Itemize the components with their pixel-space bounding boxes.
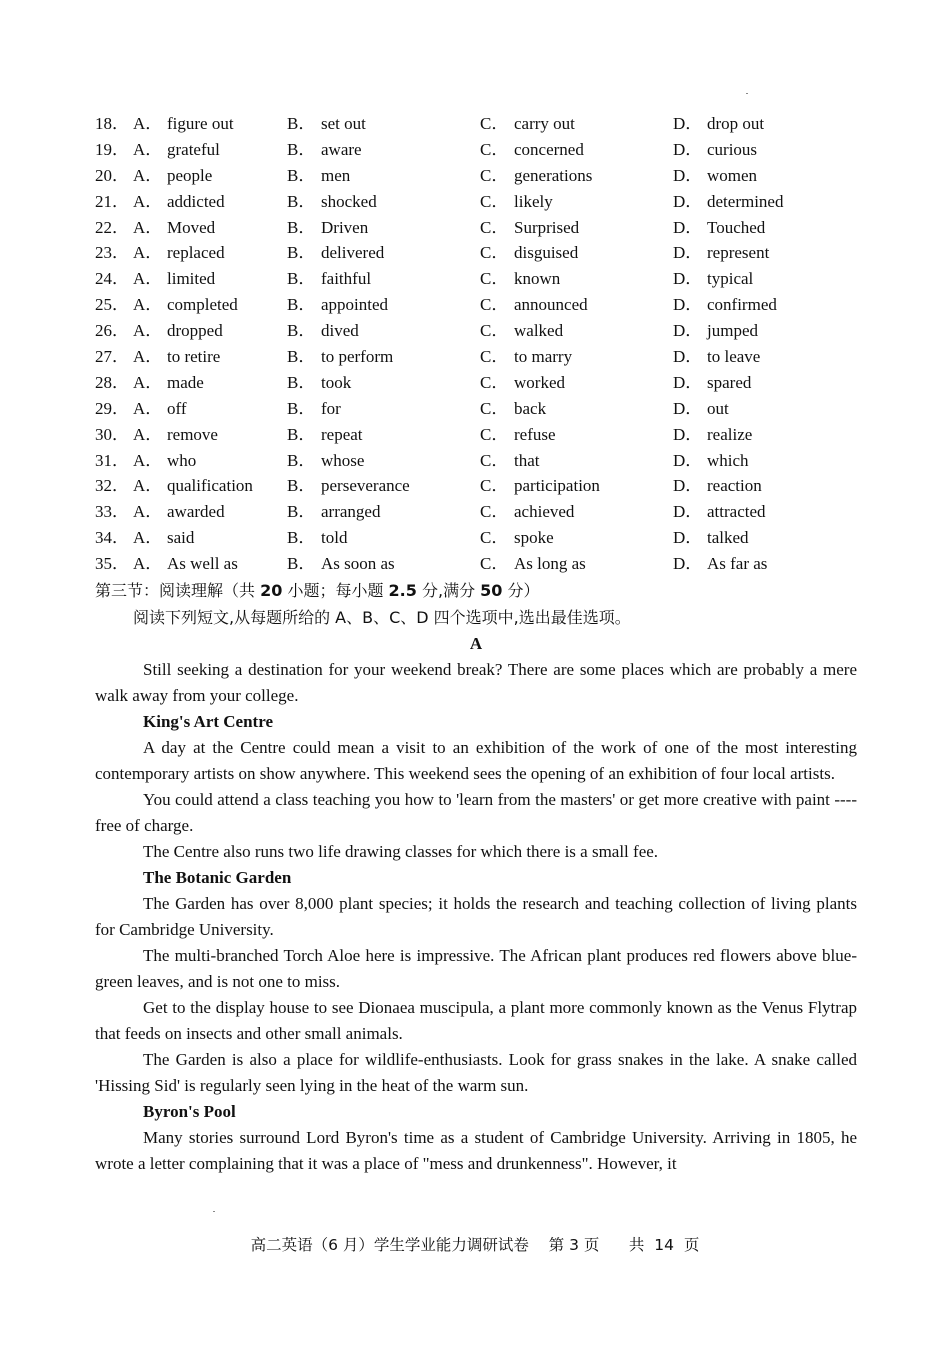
question-row: [95, 370, 857, 396]
option-letter: A．: [133, 243, 163, 263]
option-d: [673, 396, 857, 422]
option-letter: D．: [673, 398, 703, 418]
paragraph: The Centre also runs two life drawing classes for which there is a small fee.: [143, 842, 659, 862]
option-letter: C．: [480, 424, 509, 444]
option-text: typical: [707, 269, 754, 289]
question-number: 19．: [95, 139, 129, 159]
option-text: generations: [514, 165, 593, 185]
option-a: [133, 448, 287, 474]
option-d: [673, 163, 857, 189]
option-letter: A．: [133, 372, 163, 392]
option-a: [133, 525, 287, 551]
paragraph: The Garden is also a place for wildlife-enthusiasts. Look for grass snakes in the lake. A snake called 'Hissing Sid' is regularly seen lying in the heat of the warm sun.: [95, 1050, 857, 1096]
option-letter: A．: [133, 554, 163, 574]
option-letter: D．: [673, 191, 703, 211]
option-text: drop out: [707, 114, 765, 133]
option-text: men: [321, 165, 351, 185]
option-letter: B．: [287, 398, 316, 418]
option-text: out: [707, 398, 729, 418]
option-letter: A．: [133, 347, 163, 367]
question-number: 21．: [95, 191, 129, 211]
option-text: announced: [514, 295, 588, 315]
paragraph: Get to the display house to see Dionaea muscipula, a plant more commonly known as the Venus Flytrap that feeds on insects and other small animals.: [95, 998, 857, 1044]
option-c: [480, 422, 673, 448]
question-row: [95, 473, 857, 499]
option-letter: C．: [480, 217, 509, 237]
option-b: [287, 318, 480, 344]
question-number: 29．: [95, 398, 129, 418]
option-text: jumped: [707, 321, 758, 341]
option-text: As far as: [707, 554, 768, 574]
question-number: 26．: [95, 321, 129, 341]
option-letter: C．: [480, 295, 509, 315]
option-text: who: [167, 450, 197, 470]
option-text: off: [167, 398, 187, 418]
heading-kings-art-centre: King's Art Centre: [143, 712, 274, 732]
option-text: to marry: [514, 347, 573, 367]
option-text: As long as: [514, 554, 586, 574]
question-row: [95, 448, 857, 474]
option-letter: D．: [673, 372, 703, 392]
option-c: [480, 499, 673, 525]
option-letter: B．: [287, 243, 316, 263]
option-letter: C．: [480, 269, 509, 289]
option-text: women: [707, 165, 758, 185]
option-text: repeat: [321, 424, 363, 444]
option-letter: B．: [287, 528, 316, 548]
option-letter: C．: [480, 321, 509, 341]
question-number: 35．: [95, 554, 129, 574]
option-a: [133, 499, 287, 525]
heading-botanic-garden: The Botanic Garden: [143, 868, 292, 888]
option-c: [480, 163, 673, 189]
exam-page: [95, 111, 857, 1177]
question-row: [95, 111, 857, 137]
option-text: talked: [707, 528, 749, 548]
option-a: [133, 473, 287, 499]
option-d: [673, 240, 857, 266]
question-number: 32．: [95, 476, 129, 496]
option-letter: A．: [133, 502, 163, 522]
option-text: for: [321, 398, 341, 418]
option-b: [287, 551, 480, 577]
option-text: faithful: [321, 269, 372, 289]
paragraph: The Garden has over 8,000 plant species; it holds the research and teaching collection of living plants for Cambridge University.: [95, 894, 857, 940]
option-d: [673, 292, 857, 318]
option-b: [287, 137, 480, 163]
option-c: [480, 266, 673, 292]
option-text: took: [321, 372, 352, 392]
option-text: whose: [321, 450, 365, 470]
option-c: [480, 448, 673, 474]
option-text: to perform: [321, 347, 394, 367]
question-number: 30．: [95, 424, 129, 444]
option-c: [480, 473, 673, 499]
option-letter: A．: [133, 476, 163, 496]
option-b: [287, 396, 480, 422]
option-text: likely: [514, 191, 553, 211]
option-a: [133, 266, 287, 292]
option-c: [480, 189, 673, 215]
section-instruction: 阅读下列短文,从每题所给的 A、B、C、D 四个选项中,选出最佳选项。: [133, 608, 631, 628]
option-text: addicted: [167, 191, 225, 211]
option-letter: B．: [287, 424, 316, 444]
question-number: 18．: [95, 114, 129, 133]
option-d: [673, 111, 857, 137]
option-letter: B．: [287, 372, 316, 392]
option-letter: B．: [287, 114, 316, 133]
question-number: 24．: [95, 269, 129, 289]
option-d: [673, 499, 857, 525]
question-row: [95, 163, 857, 189]
option-text: carry out: [514, 114, 575, 133]
option-c: [480, 240, 673, 266]
option-d: [673, 189, 857, 215]
option-letter: C．: [480, 139, 509, 159]
question-row: [95, 240, 857, 266]
option-letter: A．: [133, 217, 163, 237]
option-letter: A．: [133, 424, 163, 444]
option-c: [480, 551, 673, 577]
question-row: [95, 422, 857, 448]
option-letter: D．: [673, 295, 703, 315]
option-text: told: [321, 528, 348, 548]
option-a: [133, 422, 287, 448]
option-c: [480, 396, 673, 422]
option-letter: A．: [133, 398, 163, 418]
option-a: [133, 344, 287, 370]
option-letter: C．: [480, 554, 509, 574]
option-text: worked: [514, 372, 565, 392]
option-letter: D．: [673, 165, 703, 185]
option-letter: D．: [673, 321, 703, 341]
option-d: [673, 370, 857, 396]
option-text: people: [167, 165, 213, 185]
option-a: [133, 370, 287, 396]
option-text: qualification: [167, 476, 253, 496]
question-number: 23．: [95, 243, 129, 263]
question-row: [95, 525, 857, 551]
option-c: [480, 318, 673, 344]
option-text: awarded: [167, 502, 225, 522]
scan-speck: [213, 1211, 215, 1212]
option-b: [287, 240, 480, 266]
option-c: [480, 215, 673, 241]
option-letter: B．: [287, 139, 316, 159]
option-d: [673, 422, 857, 448]
option-text: achieved: [514, 502, 575, 522]
option-letter: B．: [287, 321, 316, 341]
option-b: [287, 189, 480, 215]
passage-label: A: [469, 634, 483, 654]
page-footer: 高二英语（6 月）学生学业能力调研试卷 第 3 页 共 14 页: [250, 1236, 700, 1254]
option-text: Moved: [167, 217, 216, 237]
option-a: [133, 215, 287, 241]
option-a: [133, 396, 287, 422]
option-text: participation: [514, 476, 600, 496]
option-letter: D．: [673, 476, 703, 496]
option-b: [287, 163, 480, 189]
option-b: [287, 370, 480, 396]
option-letter: A．: [133, 114, 163, 133]
option-b: [287, 111, 480, 137]
option-text: figure out: [167, 114, 234, 133]
option-d: [673, 137, 857, 163]
question-row: [95, 215, 857, 241]
option-letter: D．: [673, 217, 703, 237]
option-text: reaction: [707, 476, 762, 496]
question-row: [95, 318, 857, 344]
option-c: [480, 344, 673, 370]
option-text: Touched: [707, 217, 766, 237]
paragraph: Many stories surround Lord Byron's time as a student of Cambridge University. Arriving in 1805, he wrote a letter complaining that it was a place of "mess and drunkenness". However, it: [95, 1128, 857, 1174]
option-letter: C．: [480, 450, 509, 470]
question-row: [95, 292, 857, 318]
option-text: spoke: [514, 528, 554, 548]
option-text: replaced: [167, 243, 225, 263]
option-letter: D．: [673, 554, 703, 574]
option-letter: B．: [287, 347, 316, 367]
question-number: 22．: [95, 217, 129, 237]
option-text: As well as: [167, 554, 238, 574]
option-letter: D．: [673, 502, 703, 522]
option-b: [287, 473, 480, 499]
option-text: that: [514, 450, 540, 470]
option-b: [287, 344, 480, 370]
option-d: [673, 266, 857, 292]
option-text: grateful: [167, 139, 220, 159]
option-text: spared: [707, 372, 752, 392]
option-letter: A．: [133, 165, 163, 185]
option-letter: B．: [287, 269, 316, 289]
option-letter: A．: [133, 528, 163, 548]
scan-speck: [746, 93, 748, 94]
option-letter: D．: [673, 139, 703, 159]
option-letter: C．: [480, 502, 509, 522]
option-letter: A．: [133, 139, 163, 159]
option-letter: D．: [673, 528, 703, 548]
option-text: made: [167, 372, 204, 392]
passage-intro: Still seeking a destination for your weekend break? There are some places which are probably a mere walk away from your college.: [95, 660, 857, 706]
option-letter: D．: [673, 424, 703, 444]
option-text: delivered: [321, 243, 385, 263]
option-letter: C．: [480, 114, 509, 133]
option-text: Surprised: [514, 217, 580, 237]
question-number: 33．: [95, 502, 129, 522]
option-d: [673, 525, 857, 551]
option-letter: D．: [673, 243, 703, 263]
option-letter: C．: [480, 476, 509, 496]
option-letter: C．: [480, 347, 509, 367]
option-d: [673, 344, 857, 370]
option-b: [287, 422, 480, 448]
question-row: [95, 189, 857, 215]
option-text: As soon as: [321, 554, 395, 574]
option-text: aware: [321, 139, 362, 159]
option-text: remove: [167, 424, 218, 444]
option-letter: B．: [287, 295, 316, 315]
option-text: dived: [321, 321, 359, 341]
option-letter: D．: [673, 450, 703, 470]
option-letter: B．: [287, 165, 316, 185]
option-text: appointed: [321, 295, 389, 315]
option-text: set out: [321, 114, 366, 133]
option-letter: B．: [287, 476, 316, 496]
option-letter: B．: [287, 502, 316, 522]
option-b: [287, 448, 480, 474]
question-number: 27．: [95, 347, 129, 367]
option-a: [133, 551, 287, 577]
option-d: [673, 551, 857, 577]
option-text: Driven: [321, 217, 369, 237]
option-d: [673, 473, 857, 499]
option-text: back: [514, 398, 547, 418]
question-number: 34．: [95, 528, 129, 548]
question-number: 25．: [95, 295, 129, 315]
option-letter: B．: [287, 554, 316, 574]
paragraph: You could attend a class teaching you how to 'learn from the masters' or get more creative with paint ---- free of charge.: [95, 790, 857, 836]
paragraph: A day at the Centre could mean a visit to an exhibition of the work of one of the most interesting contemporary artists on show anywhere. This weekend sees the opening of an exhibition of four local artists.: [95, 738, 857, 784]
option-text: to leave: [707, 347, 761, 367]
option-letter: D．: [673, 347, 703, 367]
option-text: determined: [707, 191, 784, 211]
option-a: [133, 318, 287, 344]
option-letter: A．: [133, 450, 163, 470]
option-letter: C．: [480, 398, 509, 418]
option-text: dropped: [167, 321, 223, 341]
option-text: perseverance: [321, 476, 410, 496]
option-letter: C．: [480, 165, 509, 185]
option-text: attracted: [707, 502, 766, 522]
option-text: to retire: [167, 347, 221, 367]
option-c: [480, 111, 673, 137]
option-letter: C．: [480, 243, 509, 263]
option-b: [287, 525, 480, 551]
option-text: completed: [167, 295, 238, 315]
option-letter: B．: [287, 191, 316, 211]
option-letter: C．: [480, 191, 509, 211]
option-a: [133, 137, 287, 163]
option-letter: A．: [133, 295, 163, 315]
option-letter: B．: [287, 450, 316, 470]
paragraph: The multi-branched Torch Aloe here is impressive. The African plant produces red flowers above blue-green leaves, and is not one to miss.: [95, 946, 857, 992]
option-b: [287, 215, 480, 241]
option-text: concerned: [514, 139, 584, 159]
option-text: limited: [167, 269, 216, 289]
question-row: [95, 344, 857, 370]
option-a: [133, 189, 287, 215]
option-letter: B．: [287, 217, 316, 237]
option-text: known: [514, 269, 561, 289]
section-title: 第三节：阅读理解（共 20 小题；每小题 2.5 分,满分 50 分）: [95, 581, 540, 601]
option-d: [673, 318, 857, 344]
option-text: said: [167, 528, 195, 548]
question-row: [95, 551, 857, 577]
option-a: [133, 163, 287, 189]
option-text: realize: [707, 424, 753, 444]
question-row: [95, 396, 857, 422]
question-row: [95, 266, 857, 292]
option-c: [480, 370, 673, 396]
option-b: [287, 292, 480, 318]
question-number: 28．: [95, 372, 129, 392]
option-a: [133, 292, 287, 318]
option-letter: A．: [133, 321, 163, 341]
option-text: disguised: [514, 243, 579, 263]
option-letter: D．: [673, 269, 703, 289]
option-d: [673, 448, 857, 474]
option-c: [480, 292, 673, 318]
option-text: arranged: [321, 502, 381, 522]
option-letter: A．: [133, 191, 163, 211]
question-row: [95, 137, 857, 163]
option-b: [287, 499, 480, 525]
option-text: refuse: [514, 424, 556, 444]
question-row: [95, 499, 857, 525]
option-c: [480, 525, 673, 551]
cloze-options-list: [95, 111, 857, 577]
option-a: [133, 240, 287, 266]
option-letter: C．: [480, 528, 509, 548]
heading-byrons-pool: Byron's Pool: [143, 1102, 236, 1122]
option-letter: A．: [133, 269, 163, 289]
option-letter: D．: [673, 114, 703, 133]
option-text: confirmed: [707, 295, 777, 315]
option-b: [287, 266, 480, 292]
option-a: [133, 111, 287, 137]
option-text: shocked: [321, 191, 377, 211]
question-number: 20．: [95, 165, 129, 185]
option-text: represent: [707, 243, 770, 263]
option-c: [480, 137, 673, 163]
question-number: 31．: [95, 450, 129, 470]
option-text: which: [707, 450, 749, 470]
option-d: [673, 215, 857, 241]
option-letter: C．: [480, 372, 509, 392]
option-text: curious: [707, 139, 758, 159]
option-text: walked: [514, 321, 564, 341]
